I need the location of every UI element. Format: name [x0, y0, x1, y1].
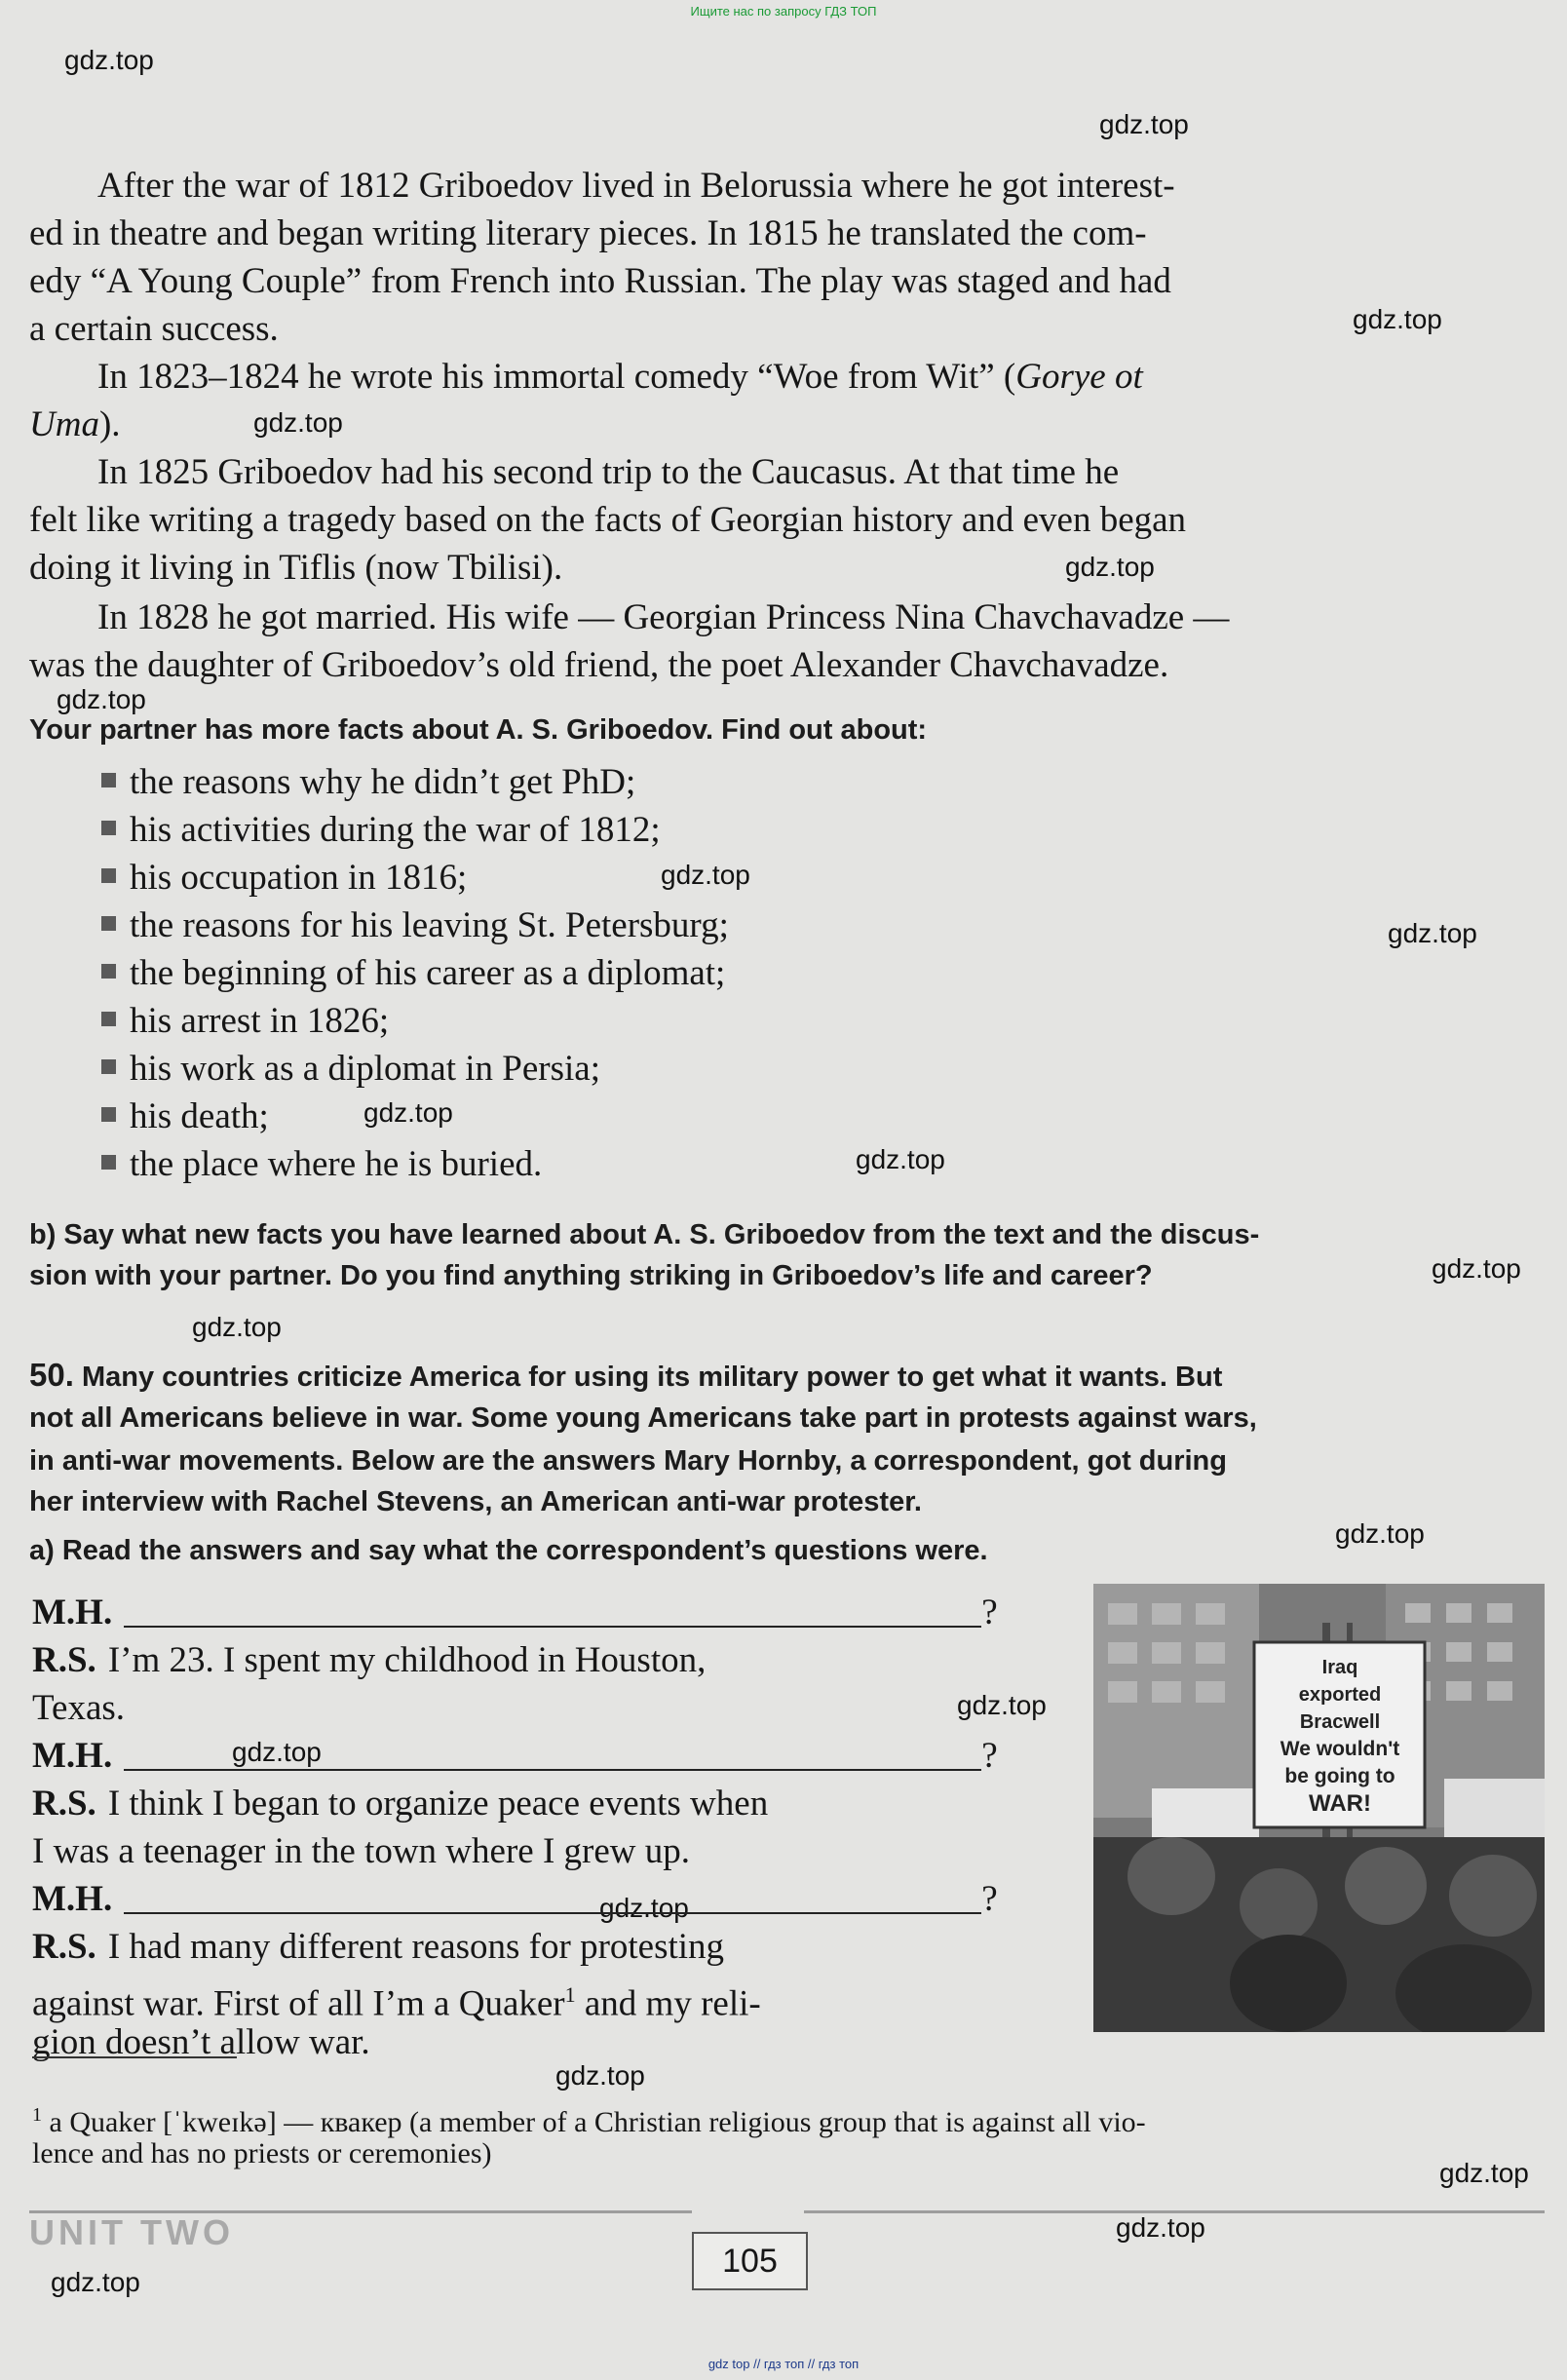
answer-line: I was a teenager in the town where I grew up.: [32, 1831, 690, 1871]
speaker-rs: R.S.: [32, 1640, 96, 1680]
answer-blank: [124, 1769, 981, 1771]
watermark: gdz.top: [192, 1312, 282, 1342]
footnote-ref: 1: [564, 1982, 576, 2007]
square-bullet-icon: [101, 1155, 116, 1170]
text-line: [29, 401, 1535, 448]
text-line: doing it living in Tiflis (now Tbilisi).: [29, 548, 563, 588]
watermark: gdz.top: [1439, 2158, 1529, 2188]
list-item: his work as a diplomat in Persia;: [97, 1045, 729, 1093]
sign-text: WAR!: [1309, 1790, 1371, 1817]
task-b-line: sion with your partner. Do you find anything striking in Griboedov’s life and career?: [29, 1260, 1153, 1291]
bullet-list: [97, 758, 729, 1188]
text-line: [29, 353, 1567, 401]
answer-line: R.S. I think I began to organize peace events when: [32, 1784, 769, 1823]
watermark: gdz.top: [1099, 109, 1189, 139]
square-bullet-icon: [101, 1059, 116, 1074]
answer-line: R.S. I had many different reasons for protesting: [32, 1927, 725, 1967]
question-line: M.H. ?: [32, 1593, 998, 1632]
task-a: a) Read the answers and say what the correspondent’s questions were.: [29, 1535, 988, 1566]
bottom-notice: gdz top // гдз топ // гдз топ: [707, 2357, 860, 2371]
ex50-line: in anti-war movements. Below are the answers Mary Hornby, a correspondent, got during: [29, 1445, 1227, 1477]
watermark: gdz.top: [1388, 918, 1477, 948]
watermark: gdz.top: [599, 1893, 689, 1923]
watermark: gdz.top: [1353, 304, 1442, 334]
watermark: gdz.top: [64, 45, 154, 75]
watermark: gdz.top: [363, 1097, 453, 1128]
list-item: the beginning of his career as a diplomat;: [97, 949, 729, 997]
list-item: his activities during the war of 1812;: [97, 806, 729, 854]
sign-text: Iraq: [1321, 1657, 1358, 1678]
ex50-line: 50. Many countries criticize America for using its military power to get what it wants. But: [29, 1357, 1223, 1393]
unit-label: UNIT TWO: [29, 2212, 234, 2252]
square-bullet-icon: [101, 868, 116, 883]
square-bullet-icon: [101, 1107, 116, 1122]
text-line: felt like writing a tragedy based on the facts of Georgian history and even began: [29, 500, 1187, 540]
watermark: gdz.top: [1432, 1253, 1521, 1284]
protest-sign: [1257, 1654, 1423, 1818]
question-line: M.H. ?: [32, 1736, 998, 1776]
list-item: the place where he is buried.: [97, 1140, 729, 1188]
list-item: his occupation in 1816;: [97, 854, 729, 902]
footnote-rule: [32, 2056, 237, 2058]
text-line: ed in theatre and began writing literary pieces. In 1815 he translated the com-: [29, 213, 1147, 253]
watermark: gdz.top: [661, 860, 750, 890]
watermark: gdz.top: [957, 1690, 1047, 1720]
text-line: In 1825 Griboedov had his second trip to the Caucasus. At that time he: [97, 452, 1120, 492]
ex50-line: her interview with Rachel Stevens, an American anti-war protester.: [29, 1486, 922, 1517]
watermark: gdz.top: [232, 1737, 322, 1767]
footer-rule: [804, 2210, 1545, 2213]
watermark: gdz.top: [555, 2060, 645, 2091]
footnote-line: $^1$ a Quaker [ˈkweɪkə] — квакер (a member of a Christian religious group that is against all vio-: [32, 2104, 1146, 2138]
square-bullet-icon: [101, 821, 116, 835]
list-item: his arrest in 1826;: [97, 997, 729, 1045]
answer-line: R.S. I’m 23. I spent my childhood in Houston,: [32, 1640, 707, 1680]
watermark: gdz.top: [1065, 552, 1155, 582]
watermark: gdz.top: [57, 684, 146, 714]
footnote-line: lence and has no priests or ceremonies): [32, 2137, 492, 2169]
list-item: the reasons for his leaving St. Petersburg;: [97, 902, 729, 949]
text-segment: In 1823–1824 he wrote his immortal comedy “Woe from Wit” (: [97, 357, 1016, 397]
text-line: After the war of 1812 Griboedov lived in Belorussia where he got interest-: [97, 166, 1175, 206]
square-bullet-icon: [101, 773, 116, 787]
sign-text: be going to: [1284, 1765, 1395, 1787]
sign-text: We wouldn't: [1280, 1738, 1400, 1760]
text-line: was the daughter of Griboedov’s old friend, the poet Alexander Chavchavadze.: [29, 645, 1169, 685]
question-line: M.H. ?: [32, 1879, 998, 1919]
russian-title: Uma: [29, 404, 99, 444]
watermark: gdz.top: [253, 407, 343, 438]
speaker-mh: M.H.: [32, 1736, 113, 1776]
sign-text: Bracwell: [1299, 1711, 1381, 1733]
list-item: his death;: [97, 1093, 729, 1140]
answer-blank: [124, 1626, 981, 1628]
square-bullet-icon: [101, 1012, 116, 1026]
answer-line: Texas.: [32, 1688, 126, 1728]
watermark: gdz.top: [1335, 1518, 1425, 1549]
watermark: gdz.top: [51, 2267, 140, 2297]
square-bullet-icon: [101, 916, 116, 931]
square-bullet-icon: [101, 964, 116, 979]
page-number: 105: [692, 2232, 808, 2290]
task-b-line: b) Say what new facts you have learned about A. S. Griboedov from the text and the discus-: [29, 1219, 1260, 1250]
answer-line: against war. First of all I’m a Quaker$^1$ and my reli-: [32, 1982, 761, 2024]
protest-photo: [1093, 1584, 1545, 2032]
ex50-line: not all Americans believe in war. Some young Americans take part in protests against wars,: [29, 1402, 1257, 1434]
top-notice: Ищите нас по запросу ГДЗ ТОП: [690, 4, 877, 19]
partner-task: Your partner has more facts about A. S. Griboedov. Find out about:: [29, 714, 928, 746]
exercise-number: 50.: [29, 1357, 74, 1393]
answer-line: gion doesn’t allow war.: [32, 2022, 370, 2062]
text-segment: ).: [98, 404, 121, 444]
list-item: the reasons why he didn’t get PhD;: [97, 758, 729, 806]
russian-title: Gorye ot: [1015, 357, 1143, 397]
speaker-rs: R.S.: [32, 1784, 96, 1823]
text-line: edy “A Young Couple” from French into Russian. The play was staged and had: [29, 261, 1171, 301]
text-line: In 1828 he got married. His wife — Georgian Princess Nina Chavchavadze —: [97, 597, 1230, 637]
sign-text: exported: [1298, 1684, 1382, 1706]
watermark: gdz.top: [1116, 2212, 1205, 2243]
watermark: gdz.top: [856, 1144, 945, 1174]
text-line: a certain success.: [29, 309, 279, 349]
speaker-mh: M.H.: [32, 1879, 113, 1919]
answer-blank: [124, 1912, 981, 1914]
footnote-mark: 1: [32, 2104, 42, 2126]
speaker-rs: R.S.: [32, 1927, 96, 1967]
speaker-mh: M.H.: [32, 1593, 113, 1632]
